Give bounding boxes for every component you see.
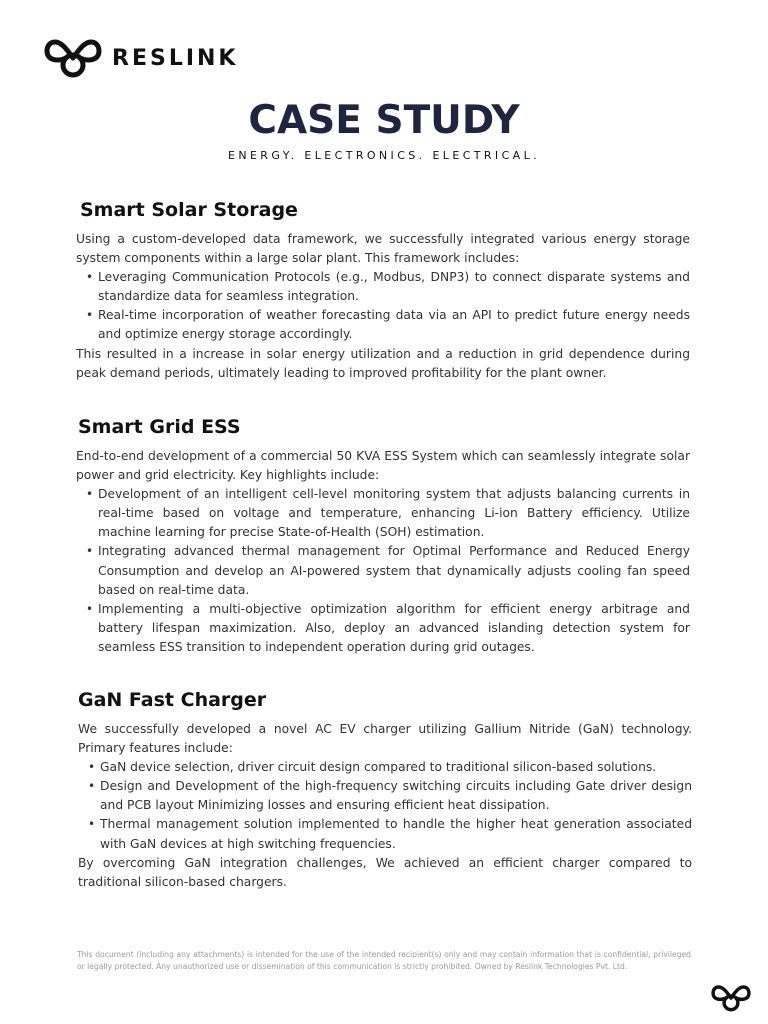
bullet-list <box>76 268 690 344</box>
section-heading: Smart Solar Storage <box>80 199 298 221</box>
corner-logo <box>711 983 751 1017</box>
footer-disclaimer: This document (including any attachments) is intended for the use of the intended recipient(s) only and may contain information that is confidential, privileged or legally protected. Any unauthorized use or dissemination of this communication is strictly prohibited. Owned by Reslink Technologies Pvt. Ltd. <box>77 950 691 971</box>
section-outro: This resulted in a increase in solar energy utilization and a reduction in grid dependence during peak demand periods, ultimately leading to improved profitability for the plant owner. <box>76 346 690 380</box>
section-outro: By overcoming GaN integration challenges, We achieved an efficient charger compared to traditional silicon-based chargers. <box>78 855 692 889</box>
brand-name: RESLINK <box>112 45 239 71</box>
bullet-list <box>76 485 690 657</box>
list-item: • Real-time incorporation of weather forecasting data via an API to predict future energy needs and optimize energy storage accordingly. <box>98 306 690 344</box>
section-smart-solar-storage <box>76 199 690 383</box>
section-heading: GaN Fast Charger <box>78 689 267 711</box>
list-item: • Implementing a multi-objective optimization algorithm for efficient energy arbitrage and battery lifespan maximization. Also, deploy an advanced islanding detection system for seamless ESS transition to independent operation during grid outages. <box>98 600 690 657</box>
list-item: • GaN device selection, driver circuit design compared to traditional silicon-based solutions. <box>100 758 692 777</box>
list-item: • Design and Development of the high-frequency switching circuits including Gate driver design and PCB layout Minimizing losses and ensuring efficient heat dissipation. <box>100 777 692 815</box>
section-smart-grid-ess <box>76 416 690 657</box>
reslink-knot-icon <box>711 983 751 1013</box>
list-item: • Development of an intelligent cell-level monitoring system that adjusts balancing currents in real-time based on voltage and temperature, enhancing Li-ion Battery efficiency. Utilize machine learning for precise State-of-Health (SOH) estimation. <box>98 485 690 542</box>
bullet-list <box>78 758 692 853</box>
brand-logo <box>44 38 238 78</box>
page-tagline: ENERGY. ELECTRONICS. ELECTRICAL. <box>227 149 541 162</box>
section-heading: Smart Grid ESS <box>78 416 241 438</box>
list-item: • Integrating advanced thermal management for Optimal Performance and Reduced Energy Consumption and develop an AI-powered system that dynamically adjusts cooling fan speed based on real-time data. <box>98 542 690 599</box>
section-gan-fast-charger <box>78 689 692 892</box>
section-intro: We successfully developed a novel AC EV charger utilizing Gallium Nitride (GaN) technology. Primary features include: <box>78 722 692 756</box>
reslink-knot-icon <box>44 38 102 78</box>
list-item: • Thermal management solution implemented to handle the higher heat generation associated with GaN devices at high switching frequencies. <box>100 815 692 853</box>
section-intro: End-to-end development of a commercial 50 KVA ESS System which can seamlessly integrate solar power and grid electricity. Key highlights include: <box>76 449 690 483</box>
section-intro: Using a custom-developed data framework, we successfully integrated various energy storage system components within a large solar plant. This framework includes: <box>76 232 690 266</box>
list-item: • Leveraging Communication Protocols (e.g., Modbus, DNP3) to connect disparate systems and standardize data for seamless integration. <box>98 268 690 306</box>
page-title: CASE STUDY <box>248 98 520 143</box>
